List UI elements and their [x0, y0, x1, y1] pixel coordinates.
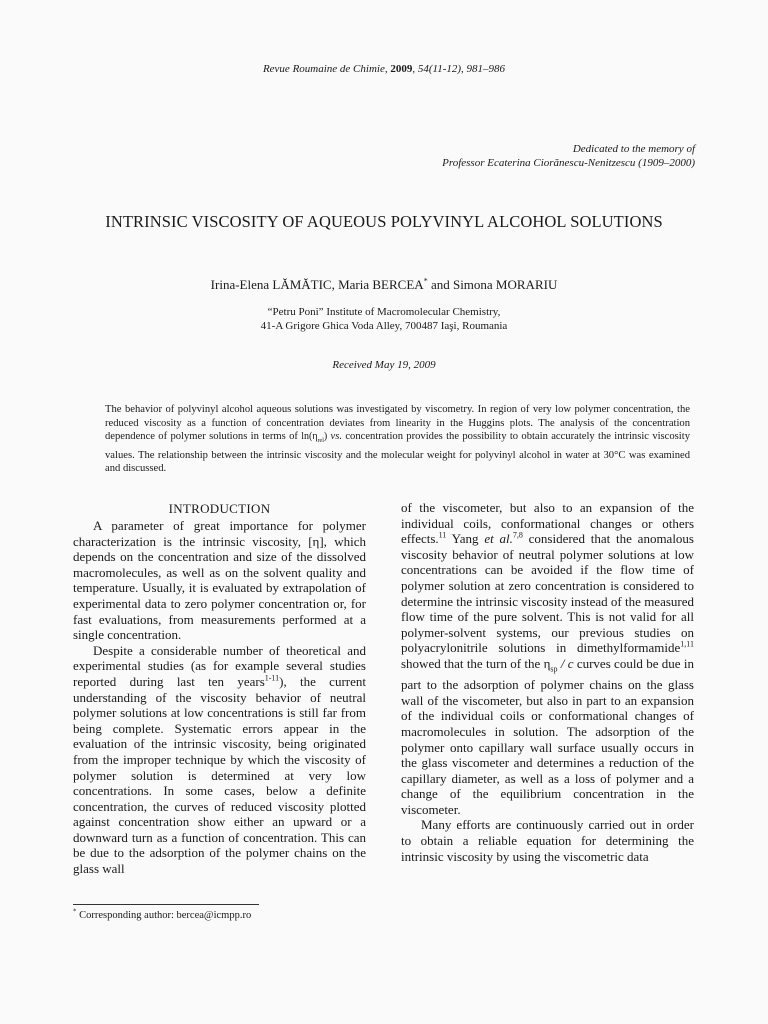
ref-1-11b: 1,11	[680, 640, 694, 650]
formula-close: )	[323, 431, 328, 443]
et-al: et al.	[484, 531, 513, 547]
affiliation-line-2: 41-A Grigore Ghica Voda Alley, 700487 Iaşi, Roumania	[260, 320, 508, 332]
formula-ln-eta: ln(η	[301, 431, 318, 443]
journal-name: Revue Roumaine de Chimie,	[262, 63, 388, 75]
right-column	[401, 500, 694, 864]
intro-paragraph-1: A parameter of great importance for polymer characterization is the intrinsic viscosity, [η], which depends on the concentration and size of the dissolved macromolecules, as well as on the solvent quality and temperature. Usually, it is evaluated by extrapolation of experimental data to zero polymer concentration or, for fast evaluations, from measurements performed at a single concentration.	[73, 518, 366, 643]
corresponding-star: *	[423, 276, 428, 286]
c2-text-a: of the viscometer, but also to an expansion of the individual coils, conformational changes or others effects.	[401, 500, 694, 547]
authors-part-1: Irina-Elena LĂMĂTIC, Maria BERCEA	[210, 277, 424, 292]
footnote-star: *	[73, 907, 77, 916]
left-column	[73, 518, 366, 877]
abstract-vs: vs.	[327, 431, 346, 443]
dedication-line-2: Professor Ecaterina Ciorănescu-Nenitzescu (1909–2000)	[442, 157, 695, 169]
sp-subscript: sp	[550, 664, 558, 674]
ref-1-11: 1-11	[264, 673, 280, 683]
intro-paragraph-2	[73, 643, 366, 877]
abstract-text-1: The behavior of polyvinyl alcohol aqueous solutions was investigated by viscometry. In region of very low polymer concentration, the reduced viscosity as a function of concentration deviates from linearity in the Huggins plots. The analysis of the concentration dependence of polymer solutions in terms of	[105, 404, 690, 443]
intro-p2-text-b: ), the current understanding of the viscosity behavior of neutral polymer solutions at low concentrations is still far from being complete. Systematic errors appear in the evaluation of the intrinsic viscosity, being originated from the improper technique by which the viscosity of polymer solution is determined at very low concentrations. In some cases, below a definite concentration, the curves of reduced viscosity plotted against concentration show either an upward or a downward turn as a function of concentration. This can be due to the adsorption of the polymer chains on the glass wall	[73, 673, 366, 877]
intro-paragraph-2-continued	[401, 500, 694, 817]
introduction-heading: INTRODUCTION	[168, 501, 271, 516]
affiliation-line-1: “Petru Poni” Institute of Macromolecular Chemistry,	[267, 306, 501, 318]
paper-title: INTRINSIC VISCOSITY OF AQUEOUS POLYVINYL ALCOHOL SOLUTIONS	[105, 212, 663, 231]
formula-rel: rel	[317, 438, 324, 445]
eta-sp-over-c	[543, 655, 574, 674]
eta-symbol: η	[543, 655, 551, 671]
c2-text-d: showed that the turn of the	[401, 655, 544, 671]
over-c: / c	[557, 655, 574, 671]
intro-p2-text-a: Despite a considerable number of theoretical and experimental studies (as for example several studies reported during last ten years	[73, 642, 366, 689]
abstract	[105, 403, 690, 476]
footnote	[73, 907, 252, 921]
c2-text-c: considered that the anomalous viscosity behavior of neutral polymer solutions at low concentrations can be avoided if the flow time of polymer solution at zero concentration is considered to determine the intrinsic viscosity instead of the measured flow time of the pure solvent. This is not valid for all polymer-solvent systems, our previous studies on polyacrylonitrile solutions in dimethylformamide	[401, 531, 694, 656]
dedication-line-1: Dedicated to the memory of	[572, 143, 695, 155]
c2-text-e: curves could be due in part to the adsorption of polymer chains on the glass wall of the viscometer, but also in part to an expansion of the individual coils or conformational changes of macromolecules in solution. The adsorption of the polymer onto capillary wall surface usually occurs in the glass viscometer and determines a reduction of the capillary diameter, as well as a loss of polymer and a change of the equilibrium concentration in the viscometer.	[401, 655, 694, 817]
abstract-formula	[301, 431, 328, 445]
dedication	[442, 142, 695, 170]
authors-part-2: and Simona MORARIU	[427, 277, 558, 292]
intro-paragraph-3: Many efforts are continuously carried out in order to obtain a reliable equation for determining the intrinsic viscosity by using the viscometric data	[401, 817, 694, 864]
received-date: Received May 19, 2009	[332, 359, 436, 371]
abstract-text-2: concentration provides the possibility to obtain accurately the intrinsic viscosity values. The relationship between the intrinsic viscosity and the molecular weight for polyvinyl alcohol in water at 30°C was examined and discussed.	[105, 431, 690, 475]
author-list	[0, 277, 768, 293]
affiliation	[0, 305, 768, 333]
footnote-rule	[73, 904, 259, 905]
journal-issue-pages: (11-12), 981–986	[428, 63, 506, 75]
journal-volume: 54	[417, 63, 429, 75]
ref-7-8: 7,8	[512, 530, 523, 540]
ref-11: 11	[438, 530, 447, 540]
c2-text-b: Yang	[446, 531, 485, 547]
journal-year: 2009	[390, 63, 413, 75]
journal-citation: Revue Roumaine de Chimie, 2009, 54(11-12), 981–986	[262, 63, 506, 75]
footnote-text: Corresponding author: bercea@icmpp.ro	[76, 910, 252, 921]
